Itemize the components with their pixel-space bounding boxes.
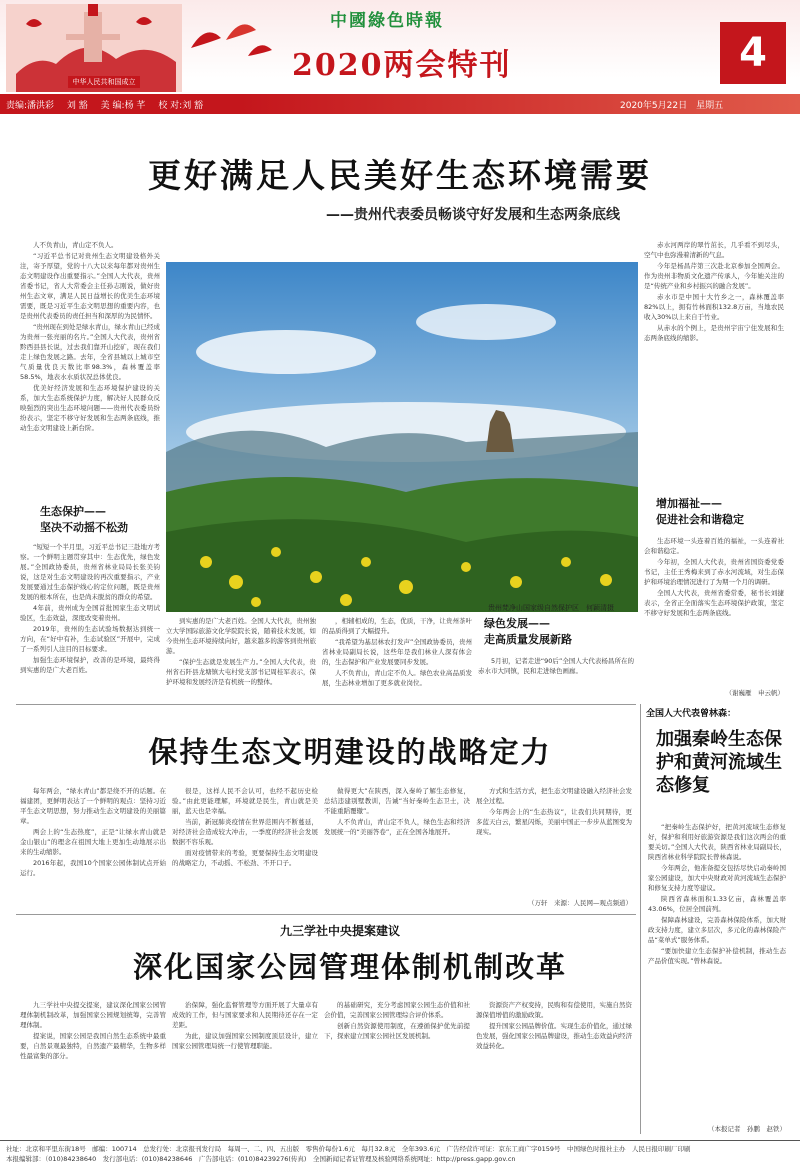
paragraph: 方式和生活方式，把生态文明建设融入经济社会发展全过程。: [476, 787, 632, 805]
paragraph: 很是，这样人民不会认可，也经不起历史检验。”由此更能理解，环境就是民生，青山就是美丽，蓝天也是幸福。: [172, 787, 318, 815]
paragraph: 优美好经济发展和生态环境保护建设的关系，加大生态系统保护力度，解决好人民群众反映强烈的突出生态环境问题——贵州代表委员纷纷表示，坚定不移守好发展和生态两条底线，推动生态文明建设上新台阶。: [20, 384, 160, 432]
story1-column-mid-right-b: [478, 656, 634, 696]
paragraph: “短短一个半月里，习近平总书记三赴地方考察。一个鲜明主题贯穿其中：生态优先，绿色发展。”全国政协委员，贵州省林业局局长张美钧说，这是对生态文明建设的再次重要指示，产业发展要通过生态保护线心的定位问题，既是贵州发展的根本所在，也是尚未脱贫的群众的希望。: [20, 543, 160, 601]
story2-column-2: [172, 786, 318, 910]
story-right-byline: （本报记者 孙鹏 赵铁）: [708, 1125, 786, 1133]
paragraph: 的基础研究，充分考虑国家公园生态价值和社会价值，完善国家公园管理综合评价体系。: [324, 1001, 470, 1019]
editor-credit: 美 编:杨 芊: [100, 101, 146, 111]
story3-column-4: [476, 1000, 632, 1136]
paragraph: 2019年，贵州的生态试验场数据达到统一方向，在“好中有补，生态试验区”开展中，完成了一系列引人注目的目标要求。: [20, 625, 160, 653]
story3-headline: 深化国家公园管理体制机制改革: [132, 950, 567, 984]
paragraph: 为此，建议加强国家公园制度顶层设计，建立国家公园管理局统一行使管理职能。: [172, 1032, 318, 1050]
paragraph: 保障森林建设，完善森林保险体系，加大财政支持力度，建立多层次，多元化的森林保险产品“菜单式”服务体系。: [648, 916, 786, 944]
paragraph: “要加快建立生态保护补偿机制，推动生态产品价值实现。”曾林森说。: [648, 947, 786, 965]
section-divider: [16, 914, 636, 915]
footer-line: 社址：北京和平里东街18号 邮编：100714 总发行处：北京报刊发行局 每周一、二、四、五出版 零售价每份1.6元 每月32.8元 全年393.6元 广告经营许可证：京东工商广字0159号 中国绿色时报社主办 人民日报印刷厂印刷: [6, 1145, 691, 1153]
paragraph: 人不负青山，青山定不负人。: [33, 241, 118, 249]
paragraph: 九三学社中央提交提案，建议深化国家公园管理体制机制改革，加强国家公园规划统筹，完善管理体制。: [20, 1001, 166, 1029]
story2-column-3: [324, 786, 470, 910]
mountain-landscape-image: [166, 262, 638, 612]
section-heading-eco-protect: 生态保护—— 坚决不动摇不松劲: [40, 505, 128, 534]
paragraph: 提案说，国家公园是我国自然生态系统中最重要，自然景观最独特，自然遗产最精华，生物多样性最富集的部分。: [20, 1032, 166, 1060]
paragraph: “我希望为基层林农打发声”全国政协委员，贵州省林业局副局长说，这些年是我们林业人深有体会的，生态保护和产业发展要同步发展。: [322, 638, 472, 666]
story2-column-1: [20, 786, 166, 910]
story1-headline: 更好满足人民美好生态环境需要: [148, 156, 652, 195]
paragraph: 当前，新冠肺炎疫情在世界范围内不断蔓延，对经济社会造成较大冲击，一季度的经济社会发展数据不容乐观。: [172, 818, 318, 846]
editor-credit: 责编:潘洪彩: [6, 101, 55, 111]
editor-credit: 校 对:刘 豁: [158, 101, 204, 111]
special-edition-title: 2020两会特刊: [292, 48, 512, 83]
story1-photo: [166, 262, 638, 612]
paragraph: 2016年起，我国10个国家公园体制试点开始运行。: [20, 859, 166, 877]
paragraph: 赤水市是中国十大竹乡之一，森林覆盖率82%以上，拥有竹林面积132.8万亩，当地农民收入30%以上来自于竹业。: [644, 293, 784, 321]
story1-column-1b: [20, 542, 160, 702]
story1-column-right: [644, 240, 784, 490]
story1-subheadline: ——贵州代表委员畅谈守好发展和生态两条底线: [326, 207, 620, 223]
section-heading-green-dev: 绿色发展—— 走高质量发展新路: [484, 617, 572, 646]
paragraph: 从赤水的个例上，是贵州宇宙宁住发展和生态两条底线的缩影。: [644, 324, 784, 342]
story1-byline: （谢巍雁 申云帆）: [725, 689, 784, 697]
issue-date: 2020年5月22日 星期五: [620, 101, 724, 111]
section-divider: [16, 704, 636, 705]
column-divider: [640, 704, 641, 1134]
paragraph: 全国人大代表，贵州省委常委，秘书长刘捷表示，全省正全面落实生态环境保护政策，坚定不移守好发展和生态两条底线。: [644, 589, 784, 617]
paragraph: 赤水河两岸的翠竹茁长，几乎看不到尽头，空气中也弥漫着清新的气息。: [644, 241, 784, 259]
page-number: 4: [720, 22, 786, 84]
paragraph: “把秦岭生态保护好，把黄河流域生态修复好，保护和利用好旅游资源是我们这次两会的重要关切。”全国人大代表，陕西省林业局副局长，陕西省林业科学院院长曾林森说。: [648, 823, 786, 861]
editor-credit: 刘 豁: [66, 101, 88, 111]
paragraph: 今年是杨昌芹第三次赴北京参加全国两会。作为贵州非物质文化遗产传承人，今年她关注的是“传统产业和乡村振兴的融合发展”。: [644, 262, 784, 290]
story-right-body: [648, 822, 786, 1122]
paragraph: 人不负青山，青山定不负人。绿色农业高品质发展，生态林业增加了更多就业岗位。: [322, 669, 472, 687]
editor-credits: [6, 98, 213, 111]
masthead: [0, 0, 800, 98]
paragraph: 5月初，记者走进“90后”全国人大代表杨昌所在的赤水市大同镇，民和走进绿色画廊。: [478, 657, 634, 675]
paragraph: 做得更大”在陕西，深入秦岭了解生态修复，总结违建别墅教训，告诫“当好秦岭生态卫士，决不能重蹈覆辙”。: [324, 787, 470, 815]
story-right-tag: 全国人大代表曾林森：: [646, 709, 737, 719]
paragraph: 资源资产产权变持，民购和有偿使用，实施自然资源保值增值的激励政策。: [476, 1001, 632, 1019]
story3-column-1: [20, 1000, 166, 1136]
story1-column-mid-right: [322, 616, 472, 698]
story1-column-mid-left: [166, 616, 316, 698]
story3-tag: 九三学社中央提案建议: [279, 924, 400, 938]
paragraph: “习近平总书记对贵州生态文明建设格外关注，寄予厚望，党的十八大以来每年都对贵州生态文明建设作出重要指示。”全国人大代表，贵州省委书记，省人大常委会主任孙志刚说，做好贵州生态文章，满足人民日益增长的优美生态环境需要，既是习近平生态文明思想的重要内容，也是贵州代表委员的责任担当和深厚的为民情怀。: [20, 252, 160, 320]
masthead-roof-tag: 中华人民共和国成立: [68, 76, 140, 88]
paragraph: 治保障，强化监督管理等方面开展了大量卓有成效的工作，但与国家要求和人民期待还存在一定差距。: [172, 1001, 318, 1029]
photo-caption: 贵州梵净山国家级自然保护区 何颖清摄: [488, 604, 614, 612]
footer-line: 本报编辑部：（010)84238640 发行部电话：(010)84238646 广告部电话：(010)84239276(传真) 全国新闻记者证管理及核验网络系统网址：http://press.gapp.gov.cn: [6, 1155, 516, 1163]
paragraph: 面对疫情带来的考验，更要保持生态文明建设的战略定力，不动摇、不松劲、不开口子。: [172, 849, 318, 867]
paragraph: 创新自然资源使用制度，在遵循保护优先前提下，探索建立国家公园社区发展机制。: [324, 1022, 470, 1040]
paragraph: 人不负青山，青山定不负人，绿色生态和经济发展统一的“美丽答卷”，正在全国各地展开。: [324, 818, 470, 836]
story2-column-4: [476, 786, 632, 898]
paragraph: ，相辅相成的，生态，优质，干净，让贵州茶叶的品质得到了大幅提升。: [322, 617, 472, 635]
story1-column-1: [20, 240, 160, 498]
paragraph: “贵州现在到处是绿水青山，绿水青山已经成为贵州一张亮丽的名片。”全国人大代表，贵州省黔西县县长说，过去我们靠开山挖矿，现在我们走上绿色发展之路。去年，全省县城以上城市空气质量优良天数比率98.3%，森林覆盖率58.5%，地表水水质状况总体优良。: [20, 323, 160, 381]
paragraph: “保护生态就是发展生产力。”全国人大代表，贵州省石阡县龙塘镇大屯村党支部书记周桂军表示，保护环境和发展经济是有机统一的整体。: [166, 658, 316, 686]
page-footer: [0, 1140, 800, 1170]
paragraph: 陕西省森林面积1.33亿亩，森林覆盖率43.06%，位居全国前列。: [648, 895, 786, 913]
story2-byline: （万轩 来源：人民网—观点频道）: [528, 899, 632, 907]
red-doves-icon: [186, 18, 276, 62]
section-heading-welfare: 增加福祉—— 促进社会和谐稳定: [656, 497, 744, 526]
paragraph: 每年两会，“绿水青山”都是绕不开的话题。在福建团，更鲜明表达了一个鲜明的观点：坚持习近平生态文明思想，努力推动生态文明建设的美丽篇章。: [20, 787, 166, 825]
paragraph: 生态环境一头连着百姓的福祉，一头连着社会和谐稳定。: [644, 537, 784, 555]
paragraph: 4年前，贵州成为全国首批国家生态文明试验区，生态效益，深度改变着贵州。: [20, 604, 160, 622]
story3-column-3: [324, 1000, 470, 1136]
paragraph: 到实惠的是广大老百姓。全国人大代表，贵州独立大学国际旅游文化学院院长说，随着技术发展，如今贵州生态环境持续向好，越来越多的游客到贵州旅游。: [166, 617, 316, 655]
paragraph: 今年两会，他准备提交包括尽快启动秦岭国家公园建设，加大中央财政对黄河流域生态保护和修复支持力度等建议。: [648, 864, 786, 892]
story3-column-2: [172, 1000, 318, 1136]
paragraph: 今年两会上的“生态热议”，让我们共同期待，更多蓝天白云，繁星闪烁，美丽中国正一步步从蓝图变为现实。: [476, 808, 632, 836]
story1-column-right-b: [644, 536, 784, 686]
paragraph: 提升国家公园品牌价值。实现生态价值化，通过绿色发展，强化国家公园品牌建设，推动生态效益向经济效益转化。: [476, 1022, 632, 1050]
story-right-headline: 加强秦岭生态保护和黄河流域生态修复: [656, 729, 782, 796]
paragraph: 今年初，全国人大代表，贵州省国资委党委书记，主任王秀梅来到了赤水河流域，对生态保护和环境治理情况进行了为期一个月的调研。: [644, 558, 784, 586]
story2-headline: 保持生态文明建设的战略定力: [148, 735, 552, 769]
paragraph: 两会上的“生态热度”，正是“让绿水青山就是金山银山”的理念在祖国大地上更加生动地展示出来的生动缩影。: [20, 828, 166, 856]
paragraph: 加强生态环境保护，改善的是环境，最终得到实惠的是广大老百姓。: [20, 656, 160, 674]
newspaper-name: 中國綠色時報: [330, 11, 444, 31]
